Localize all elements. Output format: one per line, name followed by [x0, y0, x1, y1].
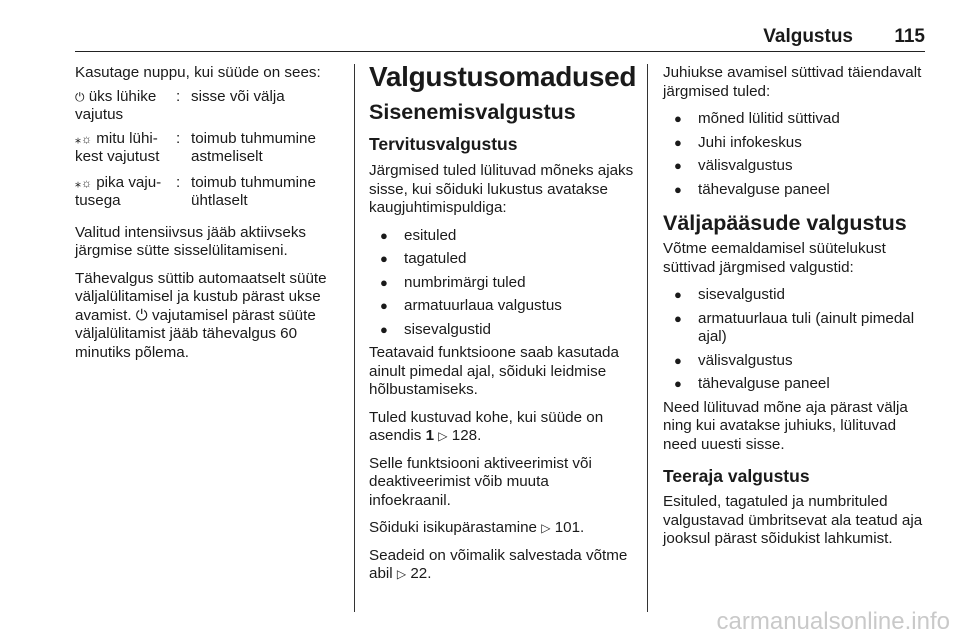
page-reference[interactable]: 128.: [451, 427, 482, 444]
option-colon: :: [176, 129, 181, 147]
bullet-icon: ●: [674, 287, 682, 302]
bullet-icon: ●: [674, 352, 682, 368]
page-reference[interactable]: 101.: [554, 519, 585, 536]
subsubsection-heading: Teeraja valgustus: [663, 466, 810, 486]
bullet-icon: ●: [380, 321, 388, 337]
option-colon: :: [176, 87, 181, 105]
header-rule: [75, 51, 925, 52]
page-title: Valgustus: [763, 26, 853, 47]
page-reference[interactable]: 22.: [410, 565, 432, 582]
col1-intro: Kasutage nuppu, kui süüde on sees:: [75, 64, 321, 81]
list-item: ● armatuurlaua tuli (ainult pimedal ajal): [674, 309, 915, 345]
col3-intro: Juhiukse avamisel süttivad täiendavalt järgmised tuled:: [663, 64, 922, 100]
bullet-icon: ●: [674, 310, 682, 326]
page-reference-icon: ▷: [541, 521, 551, 535]
page-number: 115: [894, 26, 925, 47]
list-item: ● tagatuled: [380, 250, 467, 267]
option-value: sisse või välja: [191, 87, 285, 105]
list-item: ● tähevalguse paneel: [674, 375, 830, 392]
column-divider-2: [647, 64, 648, 612]
bullet-icon: ●: [380, 227, 388, 243]
option-key: pika vaju-tusega: [75, 173, 162, 209]
col2-paragraph: Teatavaid funktsioone saab kasutada ainult pimedal ajal, sõiduki leidmise hõlbustamiseks.: [369, 344, 619, 398]
col2-paragraph: Sõiduki isikupärastamine ▷ 101.: [369, 519, 585, 536]
exit-light-list: [663, 286, 928, 394]
column-2: [369, 61, 637, 593]
dimmer-icon: ⁎☼: [75, 175, 92, 190]
col3-paragraph: Need lülituvad mõne aja pärast välja ning kui avatakse juhiuks, lülituvad need uuesti sisse.: [663, 398, 908, 453]
col2-paragraph: Seadeid on võimalik salvestada võtme abil ▷ 22.: [369, 546, 628, 582]
list-item: ● numbrimärgi tuled: [380, 273, 526, 291]
column-divider-1: [354, 64, 355, 612]
list-item: ● välisvalgustus: [674, 351, 793, 369]
bullet-icon: ●: [380, 298, 388, 313]
option-key: mitu lühi-kest vajutust: [75, 129, 160, 165]
bullet-icon: ●: [380, 274, 388, 290]
subsubsection-heading: Tervitusvalgustus: [369, 134, 518, 154]
bullet-icon: ●: [674, 111, 682, 126]
bullet-icon: ●: [380, 251, 388, 266]
dimmer-icon: ⁎☼: [75, 131, 92, 146]
column-3: [663, 64, 928, 558]
list-item: ● mõned lülitid süttivad: [674, 110, 840, 127]
bullet-icon: ●: [674, 158, 682, 173]
list-item: ● välisvalgustus: [674, 157, 793, 174]
option-row: [75, 88, 345, 126]
bullet-icon: ●: [674, 376, 682, 391]
bullet-icon: ●: [674, 181, 682, 197]
col1-paragraph: Valitud intensiivsus jääb aktiivseks järgmise sütte sisselülitamiseni.: [75, 223, 307, 259]
list-item: ● armatuurlaua valgustus: [380, 297, 562, 314]
bullet-icon: ●: [674, 134, 682, 150]
col3-paragraph: Võtme eemaldamisel süütelukust süttivad järgmised valgustid:: [663, 240, 886, 276]
section-heading: Valgustusomadused: [369, 61, 637, 92]
option-value: toimub tuhmumine astmeliselt: [191, 129, 316, 165]
option-key: üks lühike vajutus: [75, 87, 157, 123]
column-1: [75, 64, 345, 371]
page-header: [75, 22, 925, 48]
watermark: carmanualsonline.info: [716, 608, 950, 635]
subsection-heading: Väljapääsude valgustus: [663, 211, 907, 235]
col2-intro: Järgmised tuled lülituvad mõneks ajaks sisse, kui sõiduki lukustus avatakse kaugjuhtimispuldiga:: [369, 162, 634, 216]
driver-door-list: [663, 110, 928, 199]
list-item: ● esituled: [380, 226, 457, 244]
page-reference-icon: ▷: [396, 567, 407, 581]
col2-paragraph: Tuled kustuvad kohe, kui süüde on asendis 1 ▷ 128.: [369, 408, 604, 444]
col3-paragraph: Esituled, tagatuled ja numbrituled valgustavad ümbritsevat ala teatud aja jooksul pärast sõidukist lahkumist.: [663, 493, 923, 547]
subsection-heading: Sisenemisvalgustus: [369, 100, 576, 124]
col2-paragraph: Selle funktsiooni aktiveerimist või deaktiveerimist võib muuta infoekraanil.: [369, 454, 592, 509]
list-item: ● tähevalguse paneel: [674, 180, 830, 198]
list-item: ● sisevalgustid: [674, 286, 785, 303]
light-list: [369, 227, 634, 340]
list-item: ● sisevalgustid: [380, 320, 491, 338]
option-value: toimub tuhmumine ühtlaselt: [191, 173, 316, 209]
option-colon: :: [176, 173, 181, 191]
col1-paragraph: Tähevalgus süttib automaatselt süüte väljalülitamisel ja kustub pärast ukse avamist. ⏻ vajutamisel pärast süüte väljalülitamist jääb tähevalgus 60 minutiks põlema.: [75, 269, 327, 361]
page-reference-icon: ▷: [438, 429, 448, 443]
power-icon: ⏻: [75, 89, 85, 104]
list-item: ● Juhi infokeskus: [674, 133, 802, 151]
option-row: [75, 174, 345, 212]
option-row: [75, 130, 345, 170]
